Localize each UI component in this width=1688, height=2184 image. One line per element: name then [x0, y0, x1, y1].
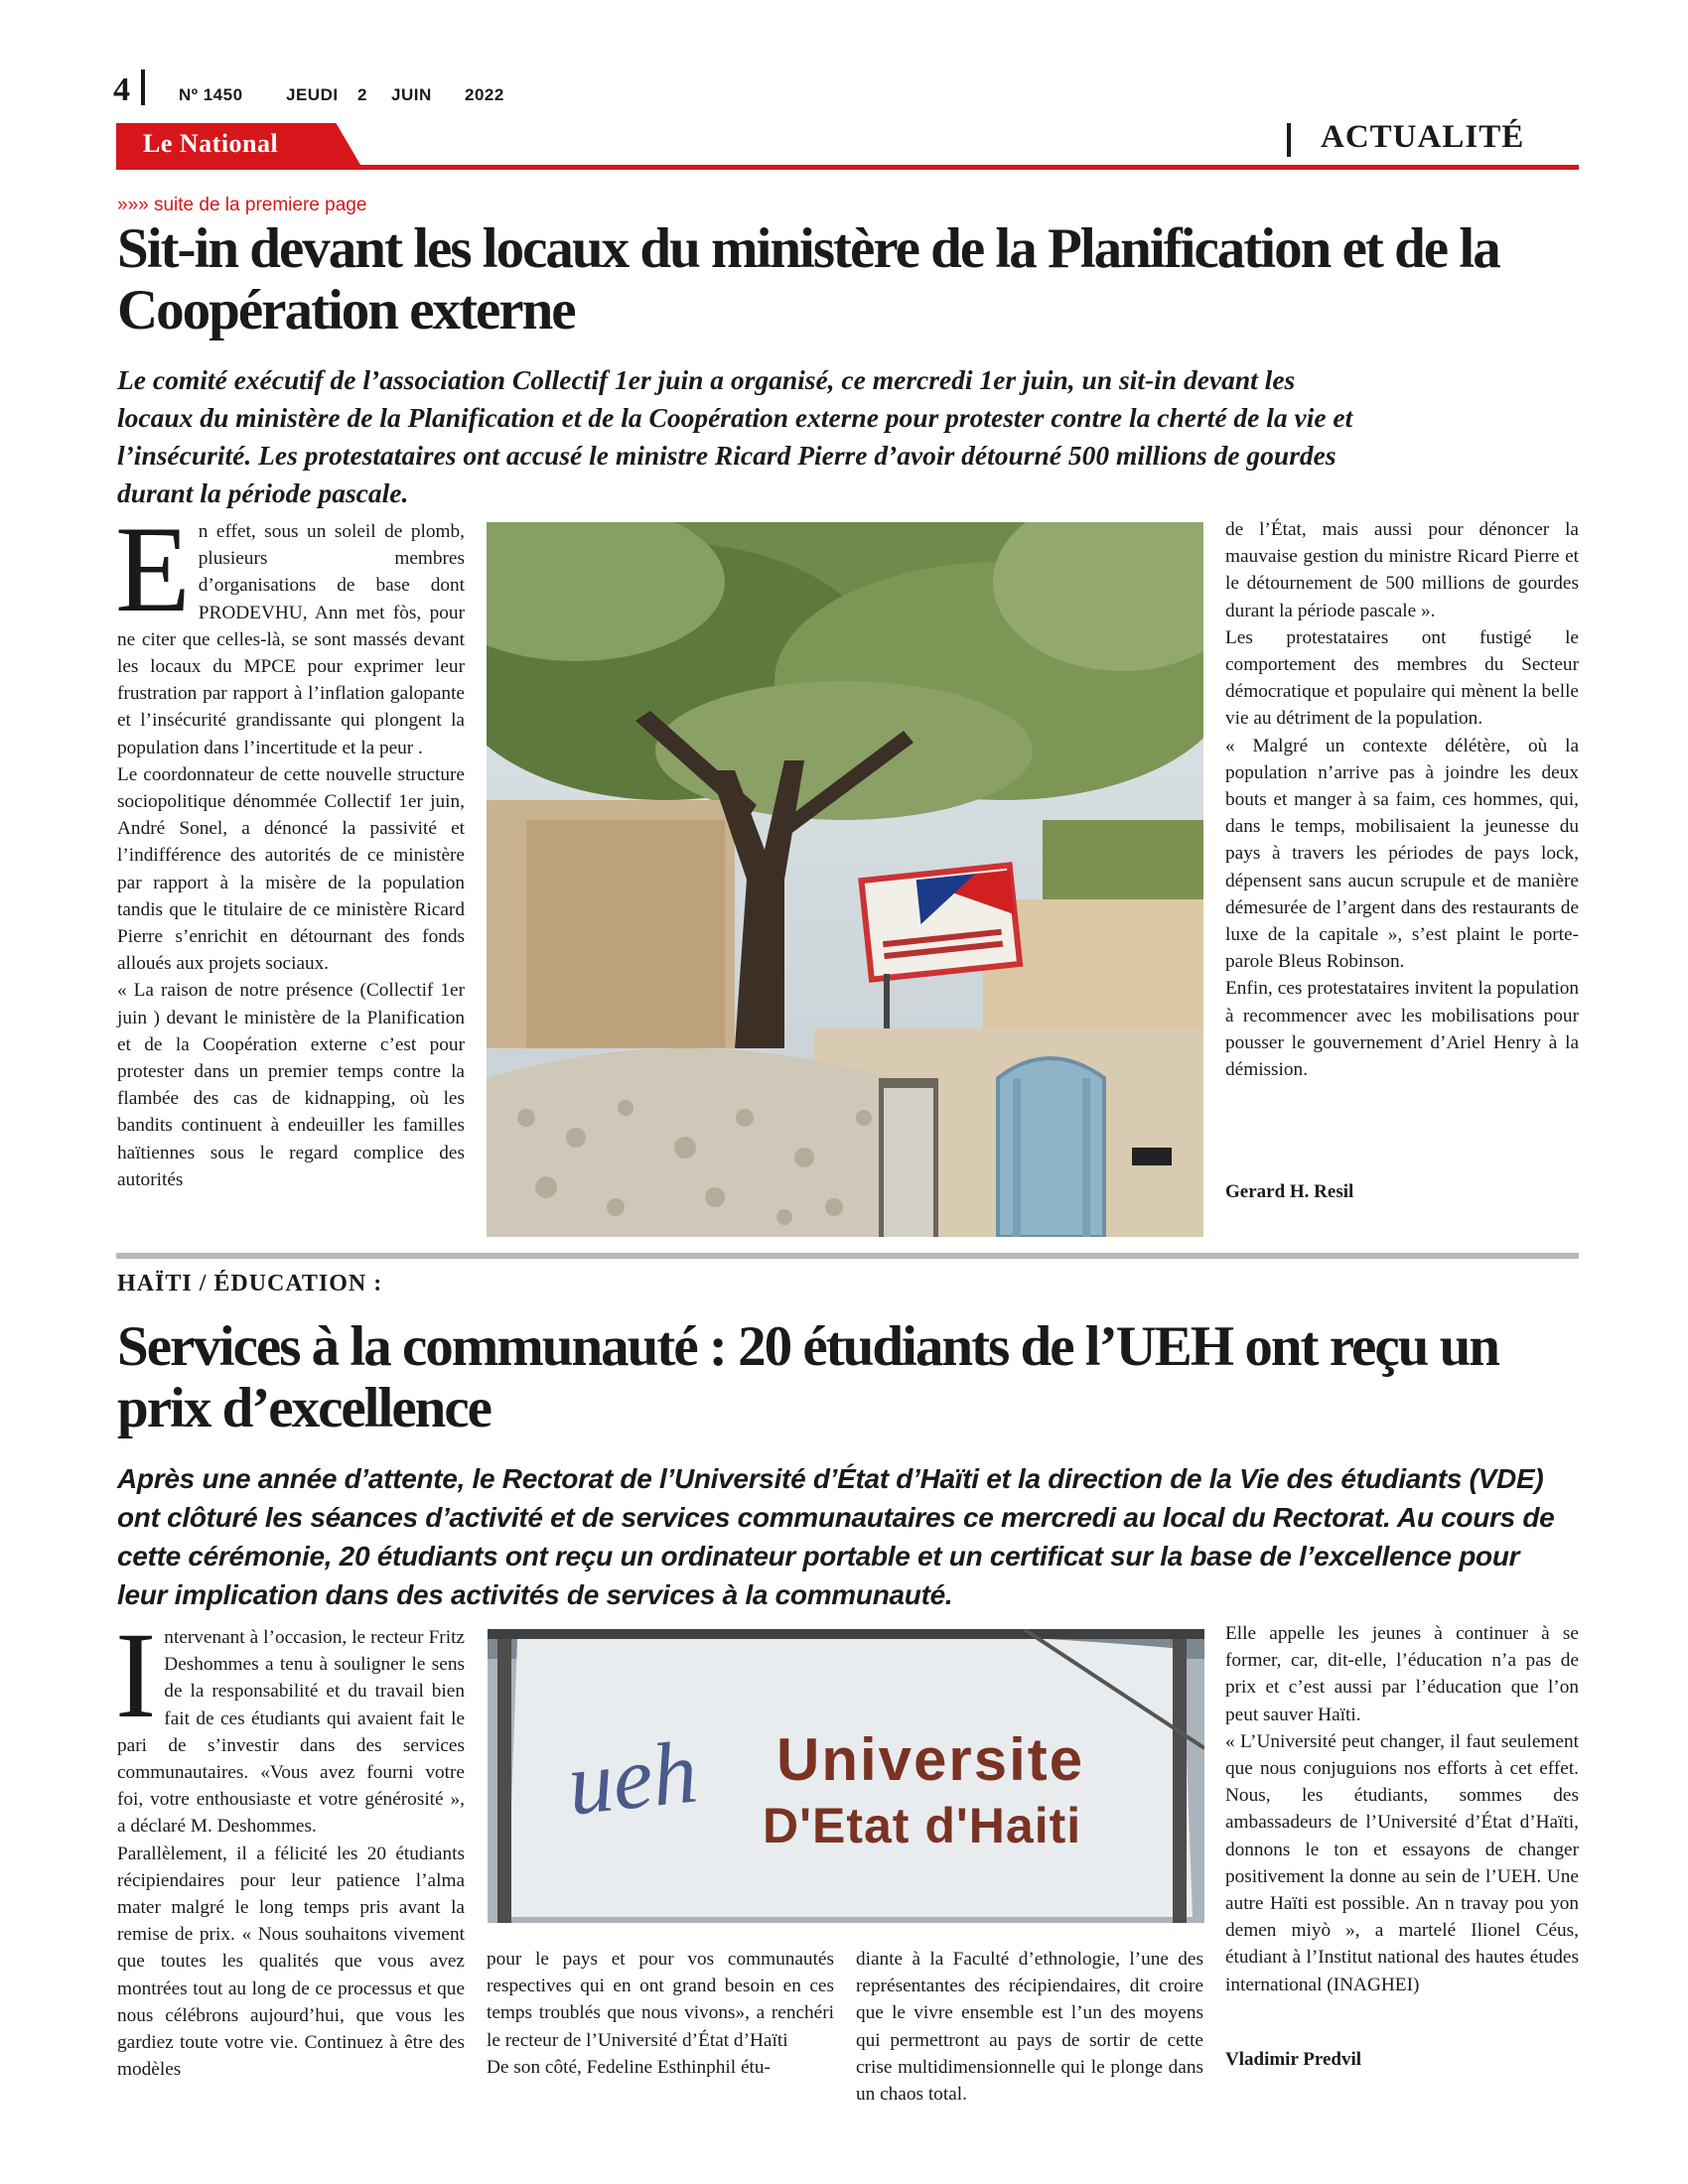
- article1-lead-line: l’insécurité. Les protestataires ont accusé le ministre Ricard Pierre d’avoir détourné 500 millions de gourdes: [117, 440, 1336, 471]
- article2-paragraph: diante à la Faculté d’ethnologie, l’une des représentantes des récipiendaires, dit croire que le vivre ensemble est l’un des moyens qui permettront au pays de sortir de cette crise multidimensionnelle qui le plonge dans un chaos total.: [856, 1949, 1203, 2106]
- article2-column-4: [1225, 1620, 1579, 1998]
- issue-month: JUIN: [391, 85, 432, 104]
- article2-lead-line: ont clôturé les séances d’activité et de services communautaires ce mercredi au local du Rectorat. Au cours de: [117, 1502, 1555, 1533]
- article1-headline-line1: Sit-in devant les locaux du ministère de la Planification et de la: [117, 217, 1499, 280]
- article1-author: Gerard H. Resil: [1225, 1181, 1354, 1202]
- newspaper-logo: Le National: [143, 129, 279, 158]
- page-number-divider: [141, 69, 145, 105]
- article1-lead-line: durant la période pascale.: [117, 478, 409, 508]
- article1-paragraph: Les protestataires ont fustigé le comportement des membres du Secteur démocratique et populaire qui mènent la belle vie au détriment de la population.: [1225, 626, 1579, 730]
- article2-dropcap: I: [115, 1607, 157, 1743]
- article2-lead-line: leur implication dans des activités de services à la communauté.: [117, 1579, 953, 1610]
- article2-headline-line1: Services à la communauté : 20 étudiants de l’UEH ont reçu un: [117, 1315, 1499, 1378]
- article1-lead-line: locaux du ministère de la Planification et de la Coopération externe pour protester contre la cherté de la vie et: [117, 402, 1353, 433]
- article1-paragraph: « La raison de notre présence (Collectif 1er juin ) devant le ministère de la Planification et de la Coopération externe c’est pour protester dans un premier temps contre la flambée des cas de kidnapping, où les bandits continuent à endeuiller les familles haïtiennes sous le regard complice des autorités: [117, 980, 465, 1190]
- article2-column-2: [487, 1946, 834, 2081]
- continued-from-front-page: »»» suite de la premiere page: [117, 195, 367, 215]
- article1-lead-line: Le comité exécutif de l’association Collectif 1er juin a organisé, ce mercredi 1er juin, un sit-in devant les: [117, 364, 1296, 395]
- page-number: 4: [113, 71, 130, 108]
- issue-date-day: 2: [357, 85, 367, 104]
- article2-column-1: [115, 1607, 465, 2083]
- section-separator: [116, 1253, 1579, 1259]
- article2-paragraph: Elle appelle les jeunes à continuer à se former, car, dit-elle, l’éducation n’a pas de prix et c’est aussi par l’éducation que l’on peut sauver Haïti.: [1225, 1623, 1579, 1725]
- section-title: ACTUALITÉ: [1321, 119, 1525, 155]
- article2-column-3: [856, 1946, 1203, 2108]
- article1-paragraph: de l’État, mais aussi pour dénoncer la mauvaise gestion du ministre Ricard Pierre et le détournement de 500 millions de gourdes durant la période pascale ».: [1225, 519, 1579, 621]
- issue-day: JEUDI: [286, 85, 339, 104]
- section-divider: [1287, 123, 1291, 157]
- article1-paragraph: n effet, sous un soleil de plomb, plusieurs membres d’organisations de base dont PRODEVHU, Ann met fòs, pour ne citer que celles-là, se sont massés devant les locaux du MPCE pour exprimer leur frustration par rapport à l’inflation galopante et l’insécurité grandissante qui plongent la population dans l’incertitude et la peur .: [117, 521, 465, 758]
- article2-lead-line: Après une année d’attente, le Rectorat de l’Université d’État d’Haïti et la direction de la Vie des étudiants (VDE): [117, 1463, 1544, 1494]
- article1-headline-line2: Coopération externe: [117, 279, 575, 341]
- issue-year: 2022: [465, 85, 504, 104]
- article1-lead: [117, 361, 1579, 512]
- article1-paragraph: Enfin, ces protestataires invitent la population à recommencer avec les mobilisations pour pousser le gouvernement d’Ariel Henry à la démission.: [1225, 978, 1579, 1081]
- article2-paragraph: ntervenant à l’occasion, le recteur Fritz Deshommes a tenu à souligner le sens de la responsabilité et du travail bien fait de ces étudiants qui avaient fait le pari de s’investir dans des services communautaires. «Vous avez fourni votre foi, votre enthousiaste et votre générosité », a déclaré M. Deshommes.: [117, 1627, 465, 1838]
- ueh-sign-line2: D'Etat d'Haiti: [763, 1798, 1082, 1853]
- article2-author: Vladimir Predvil: [1225, 2049, 1362, 2070]
- article2-paragraph: « L’Université peut changer, il faut seulement que nous conjuguions nos efforts à cet effet. Nous, les étudiants, sommes des ambassadeurs de l’Université d’État d’Haïti, donnons le ton et essayons de changer positivement la donne au sein de l’UEH. Une autre Haïti est possible. An n travay pou yon demen miyò », a martelé Ilionel Céus, étudiant à l’Institut national des hautes études international (INAGHEI): [1225, 1730, 1579, 1995]
- article1-dropcap: E: [115, 501, 191, 637]
- ueh-logo-text: ueh: [563, 1722, 702, 1835]
- article2-paragraph: De son côté, Fedeline Esthinphil étu-: [487, 2056, 771, 2078]
- article2-lead: [117, 1459, 1579, 1614]
- article1-column-3: [1225, 516, 1579, 1083]
- ministry-photo-illustration: [487, 522, 1203, 1237]
- issue-number: Nº 1450: [179, 85, 243, 104]
- article2-kicker: HAÏTI / ÉDUCATION :: [117, 1271, 383, 1297]
- article1-paragraph: Le coordonnateur de cette nouvelle structure sociopolitique dénommée Collectif 1er juin, André Sonel, a dénoncé la passivité et l’indifférence des autorités de ce ministère par rapport à la misère de la population tandis que le titulaire de ce ministère Ricard Pierre s’enrichit en détournant des fonds alloués aux projets sociaux.: [117, 763, 465, 975]
- article2-headline-line2: prix d’excellence: [117, 1377, 491, 1439]
- article2-lead-line: cette cérémonie, 20 étudiants ont reçu un ordinateur portable et un certificat sur la base de l’excellence pour: [117, 1541, 1520, 1571]
- article2-paragraph: Parallèlement, il a félicité les 20 étudiants récipiendaires pour leur patience l’alma mater malgré le long temps pris avant la remise de prix. « Nous souhaitons vivement que toutes les qualités que vous avez montrées tout au long de ce processus et que nous célébrons aujourd’hui, que vous les gardiez toute votre vie. Continuez à être des modèles: [117, 1843, 465, 2081]
- article1-paragraph: « Malgré un contexte délétère, où la population n’arrive pas à joindre les deux bouts et manger à sa faim, ces hommes, qui, dans le temps, mobilisaient la jeunesse du pays à travers les périodes de pays lock, dépensent sans aucun scrupule et de manière démesurée de l’argent dans des restaurants de luxe de la capitale », s’est plaint le porte-parole Bleus Robinson.: [1225, 735, 1579, 973]
- ueh-sign-line1: Universite: [776, 1726, 1085, 1793]
- article1-column-1: [115, 501, 465, 1193]
- header-rule: [116, 165, 1579, 170]
- article2-paragraph: pour le pays et pour vos communautés respectives qui en ont grand besoin en ces temps troublés que nous vivons», a renchéri le recteur de l’Université d’État d’Haïti: [487, 1949, 834, 2051]
- ministry-sit-in-photo: [487, 522, 1203, 1237]
